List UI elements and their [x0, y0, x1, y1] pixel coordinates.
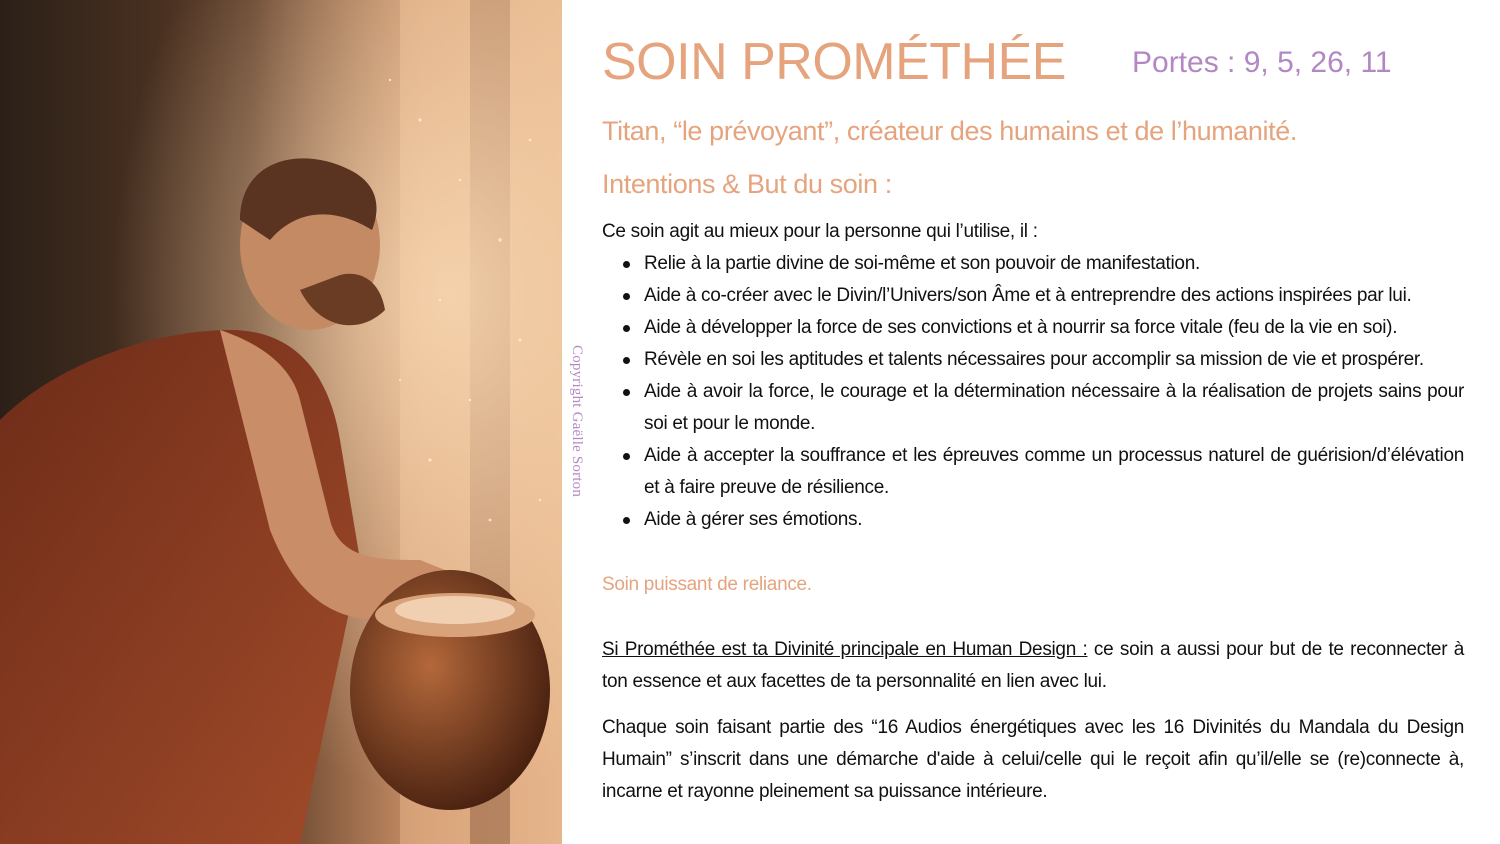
- page-title: SOIN PROMÉTHÉE: [602, 33, 1066, 91]
- list-item: Aide à accepter la souffrance et les épreuves comme un processus naturel de guérision/d’élévation et à faire preuve de résilience.: [644, 440, 1464, 504]
- portes-label: Portes : 9, 5, 26, 11: [1132, 46, 1392, 79]
- reliance-note: Soin puissant de reliance.: [602, 574, 812, 595]
- list-item: Aide à gérer ses émotions.: [644, 504, 1464, 536]
- copyright-notice: Copyright Gaëlle Sorton: [569, 345, 585, 498]
- intentions-intro: Ce soin agit au mieux pour la personne qui l’utilise, il :: [602, 221, 1038, 242]
- portrait-illustration: [0, 0, 562, 844]
- divinity-paragraph: [602, 634, 1464, 698]
- list-item: Aide à avoir la force, le courage et la détermination nécessaire à la réalisation de projets sains pour soi et pour le monde.: [644, 376, 1464, 440]
- header: [602, 28, 1464, 104]
- divinity-text: ce soin a aussi pour but de te reconnecter à ton essence et aux facettes de ta personnalité en lien avec lui.: [602, 639, 1464, 692]
- closing-paragraph: Chaque soin faisant partie des “16 Audios énergétiques avec les 16 Divinités du Mandala du Design Humain” s’inscrit dans une démarche d'aide à celui/celle qui le reçoit afin qu’il/elle se (re)connecte à, incarne et rayonne pleinement sa puissance intérieure.: [602, 717, 1464, 802]
- list-item: Relie à la partie divine de soi-même et son pouvoir de manifestation.: [644, 248, 1464, 280]
- list-item: Révèle en soi les aptitudes et talents nécessaires pour accomplir sa mission de vie et prospérer.: [644, 344, 1464, 376]
- soin-description: [602, 28, 1464, 808]
- benefits-list: [602, 248, 1464, 536]
- list-item: Aide à développer la force de ses convictions et à nourrir sa force vitale (feu de la vie en soi).: [644, 312, 1464, 344]
- intentions-heading: Intentions & But du soin :: [602, 169, 892, 199]
- divinity-condition: Si Prométhée est ta Divinité principale en Human Design :: [602, 639, 1088, 660]
- list-item: Aide à co-créer avec le Divin/l’Univers/son Âme et à entreprendre des actions inspirées par lui.: [644, 280, 1464, 312]
- subtitle: Titan, “le prévoyant”, créateur des humains et de l’humanité.: [602, 116, 1297, 146]
